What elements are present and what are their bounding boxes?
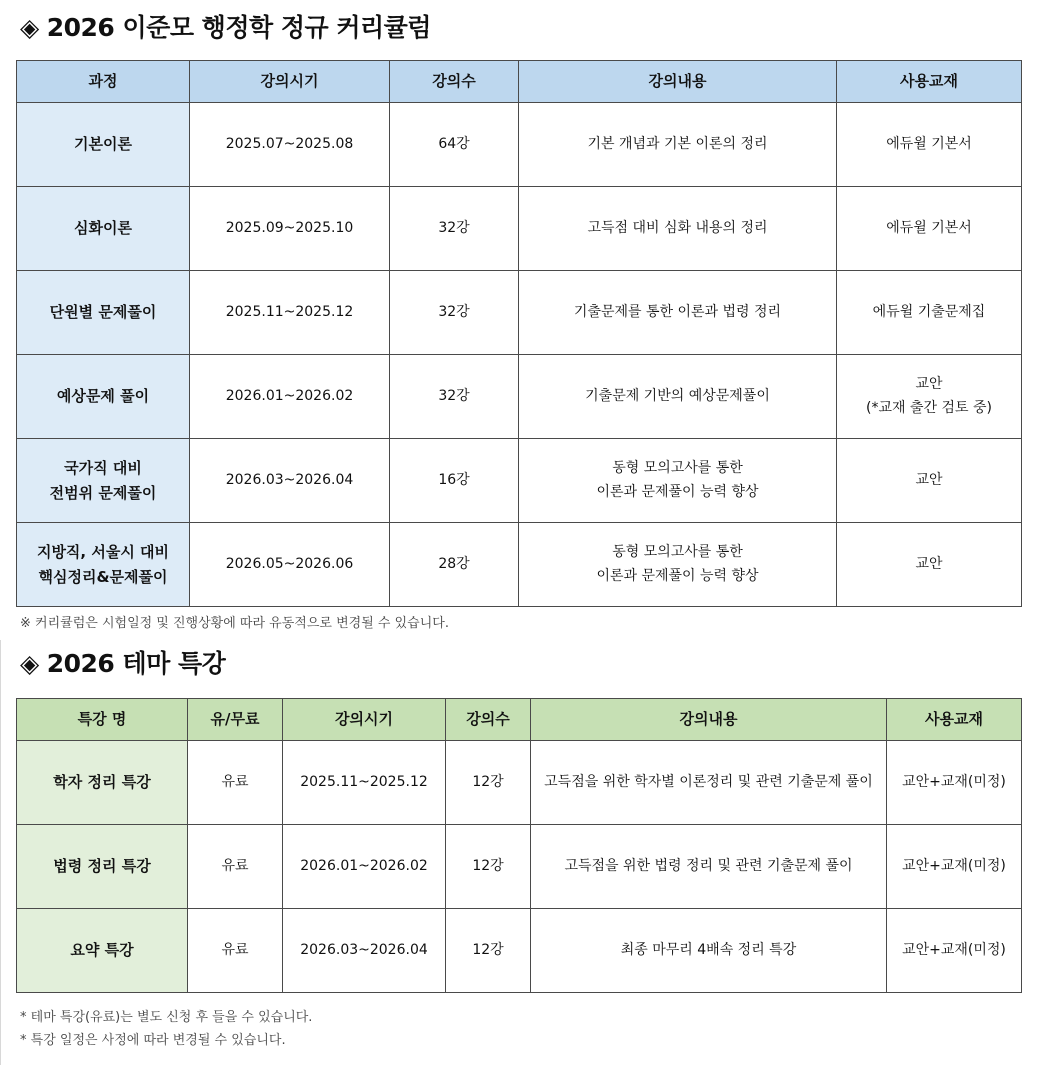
table-row xyxy=(17,741,1022,825)
content-cell xyxy=(519,187,837,271)
special-note-1: * 테마 특강(유료)는 별도 신청 후 들을 수 있습니다. xyxy=(20,1010,313,1025)
textbook-text: 에듀윌 기본서 xyxy=(886,135,972,152)
content-line-1: 동형 모의고사를 통한 xyxy=(612,460,743,477)
left-border-line xyxy=(0,640,1,1065)
header-period: 강의시기 xyxy=(190,61,390,103)
curriculum-title-text: 2026 이준모 행정학 정규 커리큘럼 xyxy=(46,13,431,42)
special-header-row xyxy=(17,699,1022,741)
textbook-cell xyxy=(837,439,1022,523)
table-row xyxy=(17,523,1022,607)
textbook-text: 에듀윌 기출문제집 xyxy=(872,303,986,320)
textbook-cell: 교안+교재(미정) xyxy=(887,909,1022,993)
textbook-cell xyxy=(837,271,1022,355)
content-text: 고득점 대비 심화 내용의 정리 xyxy=(587,219,768,236)
content-text: 기출문제를 통한 이론과 법령 정리 xyxy=(573,303,782,320)
table-row xyxy=(17,355,1022,439)
header-textbook: 사용교재 xyxy=(887,699,1022,741)
course-name: 기본이론 xyxy=(74,135,132,154)
count-cell: 28강 xyxy=(390,523,519,607)
content-cell xyxy=(519,103,837,187)
count-cell: 32강 xyxy=(390,355,519,439)
textbook-text: 교안 xyxy=(915,555,943,572)
table-row xyxy=(17,271,1022,355)
count-cell: 12강 xyxy=(446,741,531,825)
diamond-icon: ◈ xyxy=(20,13,39,42)
lecture-name-cell: 학자 정리 특강 xyxy=(17,741,188,825)
table-row xyxy=(17,825,1022,909)
content-cell xyxy=(519,355,837,439)
textbook-text: 교안 xyxy=(915,376,943,393)
fee-cell: 유료 xyxy=(188,741,283,825)
count-cell: 32강 xyxy=(390,187,519,271)
content-text: 기본 개념과 기본 이론의 정리 xyxy=(587,135,768,152)
header-count: 강의수 xyxy=(390,61,519,103)
course-name-line-2: 전범위 문제풀이 xyxy=(49,483,157,502)
count-cell: 12강 xyxy=(446,825,531,909)
textbook-cell xyxy=(837,523,1022,607)
period-cell: 2026.05~2026.06 xyxy=(190,523,390,607)
textbook-note: (*교재 출간 검토 중) xyxy=(866,399,992,416)
period-cell: 2025.07~2025.08 xyxy=(190,103,390,187)
table-row xyxy=(17,909,1022,993)
textbook-text: 교안 xyxy=(915,471,943,488)
content-cell xyxy=(519,439,837,523)
period-cell: 2025.09~2025.10 xyxy=(190,187,390,271)
content-cell xyxy=(519,523,837,607)
course-cell xyxy=(17,439,190,523)
content-text: 기출문제 기반의 예상문제풀이 xyxy=(585,387,770,404)
header-course: 과정 xyxy=(17,61,190,103)
curriculum-table xyxy=(16,60,1022,607)
curriculum-header-row xyxy=(17,61,1022,103)
special-title xyxy=(20,644,225,680)
table-row xyxy=(17,103,1022,187)
course-name-line-1: 지방직, 서울시 대비 xyxy=(36,542,170,561)
content-cell xyxy=(519,271,837,355)
period-cell: 2026.03~2026.04 xyxy=(190,439,390,523)
period-cell: 2026.01~2026.02 xyxy=(190,355,390,439)
diamond-icon: ◈ xyxy=(20,649,39,678)
count-cell: 12강 xyxy=(446,909,531,993)
period-cell: 2025.11~2025.12 xyxy=(190,271,390,355)
curriculum-note: ※ 커리큘럼은 시험일정 및 진행상황에 따라 유동적으로 변경될 수 있습니다. xyxy=(20,616,449,631)
content-cell: 고득점을 위한 학자별 이론정리 및 관련 기출문제 풀이 xyxy=(531,741,887,825)
header-period: 강의시기 xyxy=(283,699,446,741)
lecture-name-cell: 법령 정리 특강 xyxy=(17,825,188,909)
special-title-text: 2026 테마 특강 xyxy=(46,649,226,678)
header-lecture-name: 특강 명 xyxy=(17,699,188,741)
period-cell: 2026.01~2026.02 xyxy=(283,825,446,909)
special-note-2: * 특강 일정은 사정에 따라 변경될 수 있습니다. xyxy=(20,1033,286,1048)
course-name-line-2: 핵심정리&문제풀이 xyxy=(38,567,168,586)
course-name: 예상문제 풀이 xyxy=(56,387,150,406)
header-content: 강의내용 xyxy=(519,61,837,103)
special-lecture-table xyxy=(16,698,1022,993)
count-cell: 16강 xyxy=(390,439,519,523)
period-cell: 2026.03~2026.04 xyxy=(283,909,446,993)
curriculum-title xyxy=(20,8,431,44)
header-textbook: 사용교재 xyxy=(837,61,1022,103)
course-cell xyxy=(17,523,190,607)
header-count: 강의수 xyxy=(446,699,531,741)
lecture-name-cell: 요약 특강 xyxy=(17,909,188,993)
course-cell xyxy=(17,187,190,271)
table-row xyxy=(17,187,1022,271)
content-cell: 고득점을 위한 법령 정리 및 관련 기출문제 풀이 xyxy=(531,825,887,909)
course-name: 심화이론 xyxy=(74,219,132,238)
textbook-text: 에듀윌 기본서 xyxy=(886,219,972,236)
count-cell: 32강 xyxy=(390,271,519,355)
course-cell xyxy=(17,103,190,187)
textbook-cell xyxy=(837,187,1022,271)
textbook-cell xyxy=(837,355,1022,439)
course-name-line-1: 국가직 대비 xyxy=(64,458,142,477)
content-line-2: 이론과 문제풀이 능력 향상 xyxy=(596,567,759,584)
content-line-1: 동형 모의고사를 통한 xyxy=(612,544,743,561)
fee-cell: 유료 xyxy=(188,825,283,909)
count-cell: 64강 xyxy=(390,103,519,187)
textbook-cell: 교안+교재(미정) xyxy=(887,741,1022,825)
content-cell: 최종 마무리 4배속 정리 특강 xyxy=(531,909,887,993)
fee-cell: 유료 xyxy=(188,909,283,993)
content-line-2: 이론과 문제풀이 능력 향상 xyxy=(596,483,759,500)
textbook-cell: 교안+교재(미정) xyxy=(887,825,1022,909)
textbook-cell xyxy=(837,103,1022,187)
header-fee: 유/무료 xyxy=(188,699,283,741)
course-name: 단원별 문제풀이 xyxy=(49,303,157,322)
table-row xyxy=(17,439,1022,523)
period-cell: 2025.11~2025.12 xyxy=(283,741,446,825)
header-content: 강의내용 xyxy=(531,699,887,741)
course-cell xyxy=(17,355,190,439)
course-cell xyxy=(17,271,190,355)
